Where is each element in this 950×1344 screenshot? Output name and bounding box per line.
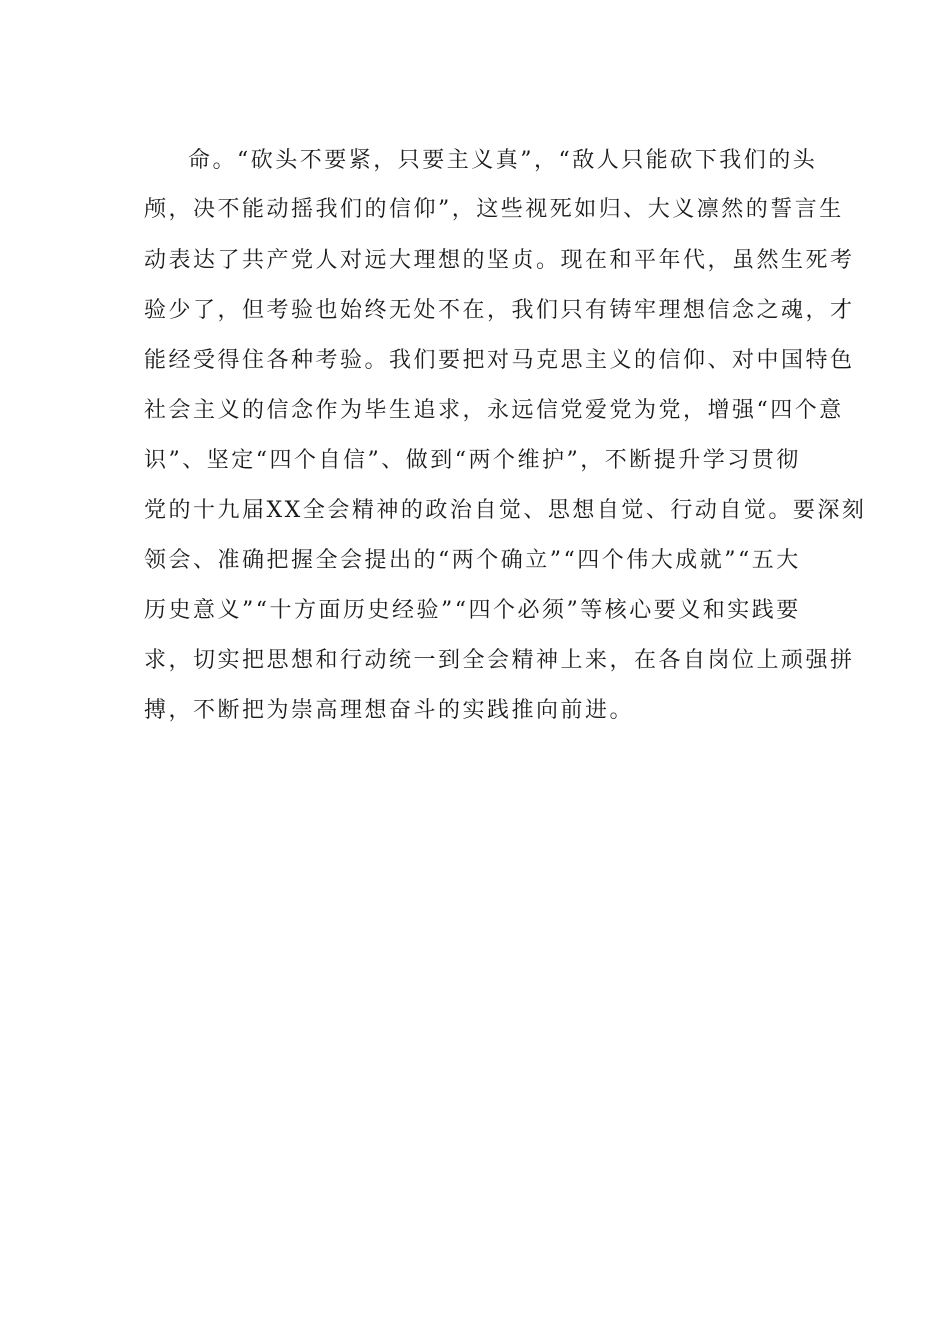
paragraph-line: 命。“砍头不要紧，只要主义真”，“敌人只能砍下我们的头 [188,148,818,173]
paragraph-line: 社会主义的信念作为毕生追求，永远信党爱党为党，增强“四个意 [144,398,844,423]
paragraph-line: 识”、坚定“四个自信”、做到“两个维护”，不断提升学习贯彻 [144,448,801,473]
paragraph-line: 领会、准确把握全会提出的“两个确立”“四个伟大成就”“五大 [144,548,801,573]
paragraph-line: 动表达了共产党人对远大理想的坚贞。现在和平年代，虽然生死考 [144,248,855,273]
paragraph-line: 历史意义”“十方面历史经验”“四个必须”等核心要义和实践要 [144,598,801,623]
paragraph-line: 党的十九届XX全会精神的政治自觉、思想自觉、行动自觉。要深刻 [144,498,867,523]
paragraph-line: 验少了，但考验也始终无处不在，我们只有铸牢理想信念之魂，才 [144,298,855,323]
paragraph-line: 能经受得住各种考验。我们要把对马克思主义的信仰、对中国特色 [144,348,855,373]
paragraph-line: 求，切实把思想和行动统一到全会精神上来，在各自岗位上顽强拼 [144,648,855,673]
paragraph-line: 颅，决不能动摇我们的信仰”，这些视死如归、大义凛然的誓言生 [144,197,844,222]
paragraph-line: 搏，不断把为崇高理想奋斗的实践推向前进。 [144,698,635,723]
